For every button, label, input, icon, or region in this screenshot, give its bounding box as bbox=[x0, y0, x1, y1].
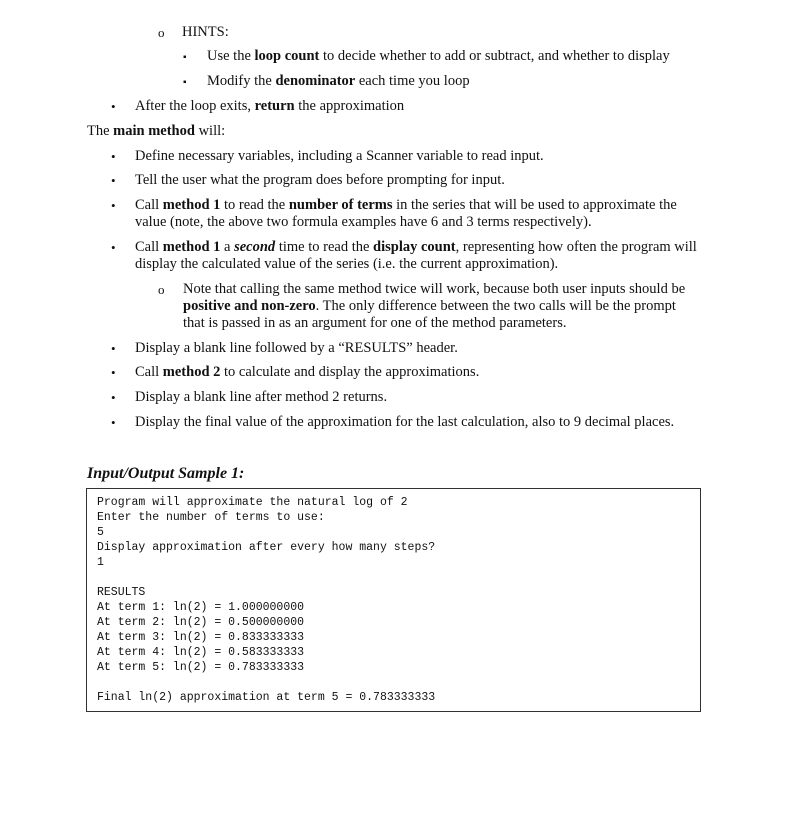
main-item-final-value: Display the final value of the approximation for the last calculation, also to 9 decimal places. bbox=[135, 414, 675, 430]
bullet-icon: • bbox=[111, 198, 116, 213]
bullet-icon: • bbox=[111, 149, 116, 164]
note-line1: Note that calling the same method twice will work, because both user inputs should be bbox=[183, 281, 686, 297]
main-item-tell-user: Tell the user what the program does before prompting for input. bbox=[135, 172, 505, 188]
after-loop-item: After the loop exits, return the approximation bbox=[135, 98, 405, 114]
main-item-results-header: Display a blank line followed by a “RESULTS” header. bbox=[135, 340, 458, 356]
bullet-icon: • bbox=[111, 415, 116, 430]
sample-output-box bbox=[86, 488, 701, 712]
main-method-intro: The main method will: bbox=[87, 123, 226, 139]
hints-label: HINTS: bbox=[182, 24, 229, 40]
square-bullet-icon: ▪ bbox=[183, 52, 187, 63]
main-item-method1-display-line2: display the calculated value of the series (i.e. the current approximation). bbox=[135, 256, 559, 272]
note-line2: positive and non-zero. The only difference between the two calls will be the prompt bbox=[183, 298, 676, 314]
note-line3: that is passed in as an argument for one of the method parameters. bbox=[183, 315, 567, 331]
bullet-icon: • bbox=[111, 99, 116, 114]
hint-item-denominator: Modify the denominator each time you loop bbox=[207, 73, 470, 89]
main-item-blank-line: Display a blank line after method 2 returns. bbox=[135, 389, 388, 405]
bullet-icon: • bbox=[111, 240, 116, 255]
main-item-method1-terms-line2: value (note, the above two formula examples have 6 and 3 terms respectively). bbox=[135, 214, 592, 230]
main-item-method1-terms: Call method 1 to read the number of terms in the series that will be used to approximate the bbox=[135, 197, 677, 213]
circle-bullet-icon: o bbox=[158, 282, 165, 297]
main-item-define-variables: Define necessary variables, including a Scanner variable to read input. bbox=[135, 148, 544, 164]
main-item-method1-display: Call method 1 a second time to read the display count, representing how often the program will bbox=[135, 239, 697, 255]
square-bullet-icon: ▪ bbox=[183, 77, 187, 88]
bullet-icon: • bbox=[111, 365, 116, 380]
main-item-method2: Call method 2 to calculate and display the approximations. bbox=[135, 364, 480, 380]
bullet-icon: • bbox=[111, 173, 116, 188]
circle-bullet-icon: o bbox=[158, 25, 165, 40]
hint-item-loop-count: Use the loop count to decide whether to add or subtract, and whether to display bbox=[207, 48, 670, 64]
bullet-icon: • bbox=[111, 341, 116, 356]
bullet-icon: • bbox=[111, 390, 116, 405]
sample-output-text: Program will approximate the natural log of 2 Enter the number of terms to use: 5 Display approximation after every how many steps? 1 RESULTS At term 1: ln(2) = 1.000000000 At term 2: ln(2) = 0.500000000 At term 3: ln(2) = 0.833333333 At term 4: ln(2) = 0.583333333 At term 5: ln(2) = 0.783333333 Final ln(2) approximation at term 5 = 0.783333333 bbox=[97, 496, 436, 704]
sample-heading: Input/Output Sample 1: bbox=[87, 465, 245, 482]
